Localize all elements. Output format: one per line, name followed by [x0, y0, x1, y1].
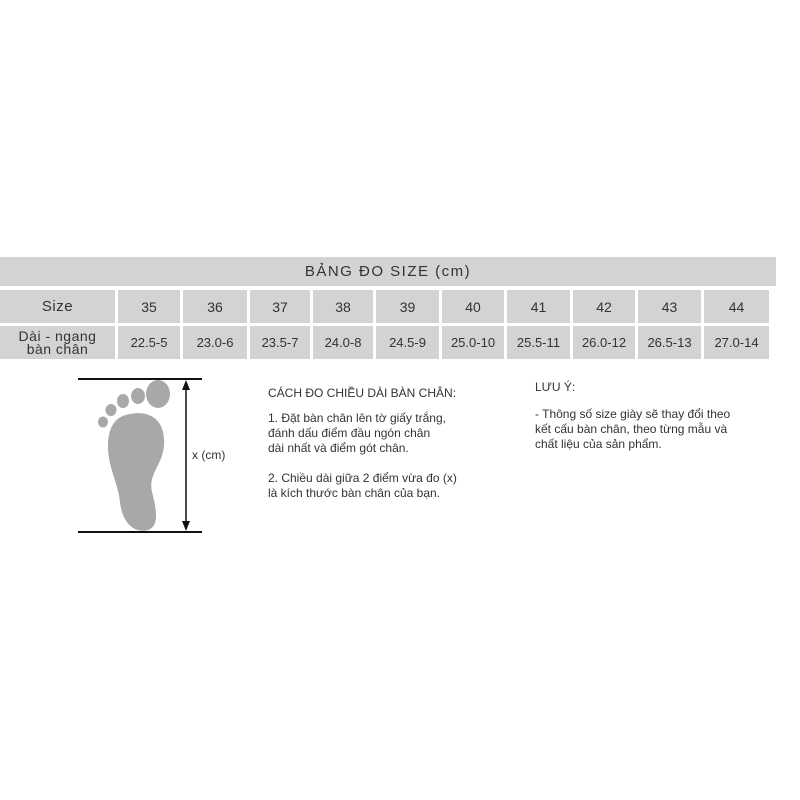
size-cell: 35 — [118, 290, 180, 323]
length-cell: 23.0-6 — [183, 326, 247, 359]
note-heading: LƯU Ý: — [535, 380, 576, 394]
note — [535, 380, 755, 452]
size-cell: 41 — [507, 290, 570, 323]
arrow-head-top — [182, 380, 190, 390]
length-row — [0, 326, 776, 359]
size-header: Size — [0, 290, 115, 323]
length-cell: 24.0-8 — [313, 326, 373, 359]
note-text: - Thông số size giày sẽ thay đổi theo kết cấu bàn chân, theo từng mẫu và chất liệu của sản phẩm. — [535, 407, 731, 451]
length-cell: 23.5-7 — [250, 326, 310, 359]
length-cell: 27.0-14 — [704, 326, 769, 359]
length-header-line1: Dài - ngang — [18, 327, 97, 344]
length-cell: 26.0-12 — [573, 326, 635, 359]
measure-label: x (cm) — [192, 448, 226, 462]
arrow-head-bottom — [182, 521, 190, 531]
size-cell: 42 — [573, 290, 635, 323]
length-cell: 24.5-9 — [376, 326, 439, 359]
instruction-step-2: 2. Chiều dài giữa 2 điểm vừa đo (x) là kích thước bàn chân của bạn. — [268, 471, 457, 500]
length-header-line2: bàn chân — [26, 340, 89, 357]
instructions — [268, 386, 498, 501]
instructions-heading: CÁCH ĐO CHIỀU DÀI BÀN CHÂN: — [268, 386, 457, 400]
size-cell: 37 — [250, 290, 310, 323]
length-header — [0, 326, 115, 359]
length-cell: 22.5-5 — [118, 326, 180, 359]
size-row — [0, 290, 776, 323]
sole — [108, 413, 164, 531]
instruction-step-1: 1. Đặt bàn chân lên tờ giấy trắng, đánh dấu điểm đầu ngón chân dài nhất và điểm gót chân. — [268, 411, 446, 455]
length-cell: 25.5-11 — [507, 326, 570, 359]
length-cell: 25.0-10 — [442, 326, 504, 359]
size-cell: 38 — [313, 290, 373, 323]
size-cell: 44 — [704, 290, 769, 323]
size-chart-title: BẢNG ĐO SIZE (cm) — [0, 257, 776, 286]
size-cell: 40 — [442, 290, 504, 323]
size-cell: 36 — [183, 290, 247, 323]
length-cell: 26.5-13 — [638, 326, 701, 359]
size-cell: 43 — [638, 290, 701, 323]
size-cell: 39 — [376, 290, 439, 323]
